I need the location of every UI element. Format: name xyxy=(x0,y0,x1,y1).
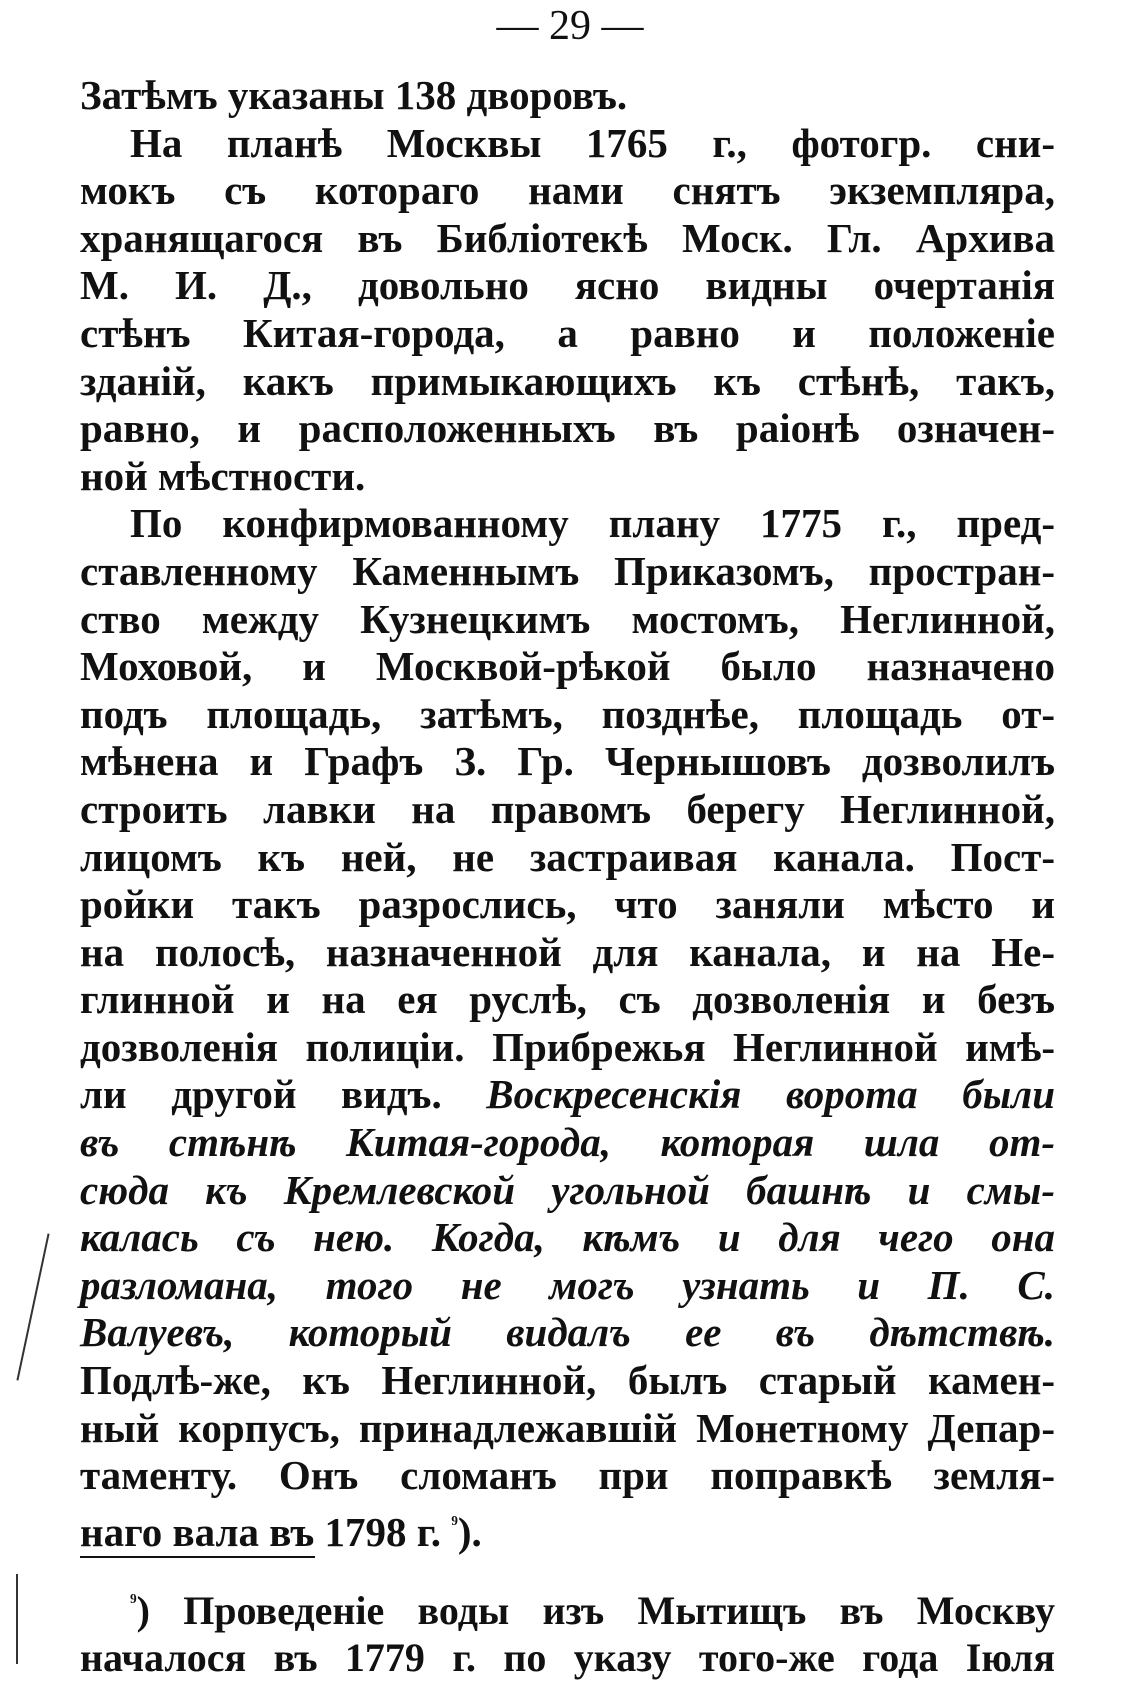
text-line: сюда къ Кремлевской угольной башнѣ и смы- xyxy=(80,1166,1055,1213)
text-line: По конфирмованному плану 1775 г., пред- xyxy=(130,500,1055,547)
text-line: Моховой, и Москвой-рѣкой было назначено xyxy=(80,643,1055,690)
margin-mark xyxy=(16,1233,49,1380)
text-segment: наго вала въ 1798 г. xyxy=(80,1508,452,1555)
text-line: Подлѣ-же, къ Неглинной, былъ старый камен- xyxy=(80,1357,1055,1404)
text-line: мѣнена и Графъ З. Гр. Чернышовъ дозволилъ xyxy=(80,738,1055,785)
text-line: стѣнъ Китая-города, а равно и положеніе xyxy=(80,309,1055,356)
footnote-line: началося въ 1779 г. по указу того-же года Іюля xyxy=(80,1635,1055,1680)
text-line: зданій, какъ примыкающихъ къ стѣнѣ, такъ, xyxy=(80,357,1055,404)
text-line: таменту. Онъ сломанъ при поправкѣ земля- xyxy=(80,1452,1055,1499)
text-line: М. И. Д., довольно ясно видны очертанія xyxy=(80,262,1055,309)
text-line: ройки такъ разрослись, что заняли мѣсто и xyxy=(80,881,1055,928)
footnote xyxy=(80,1578,1055,1681)
text-line: ство между Кузнецкимъ мостомъ, Неглинной, xyxy=(80,595,1055,642)
footnote-marker: ⁹ xyxy=(130,1589,137,1614)
text-line: глинной и на ея руслѣ, съ дозволенія и безъ xyxy=(80,976,1055,1023)
text-line: дозволенія полиціи. Прибрежья Неглинной имѣ- xyxy=(80,1023,1055,1070)
footnote-line xyxy=(80,1578,1055,1634)
text-line: разломана, того не могъ узнать и П. С. xyxy=(80,1261,1055,1308)
text-line: калась съ нею. Когда, кѣмъ и для чего она xyxy=(80,1214,1055,1261)
text-line: Затѣмъ указаны 138 дворовъ. xyxy=(80,72,628,118)
text-segment: ли другой видъ. xyxy=(80,1071,487,1118)
text-line: ный корпусъ, принадлежавшій Монетному Депар- xyxy=(80,1404,1055,1451)
text-line: подъ площадь, затѣмъ, позднѣе, площадь от- xyxy=(80,690,1055,737)
text-line: хранящагося въ Библіотекѣ Моск. Гл. Архива xyxy=(80,214,1055,261)
text-line: равно, и расположенныхъ въ раіонѣ означен- xyxy=(80,405,1055,452)
body-text xyxy=(80,72,1055,1556)
text-line: мокъ съ котораго нами снятъ экземпляра, xyxy=(80,167,1055,214)
text-line: въ стѣнѣ Китая-города, которая шла от- xyxy=(80,1119,1055,1166)
text-line: на полосѣ, назначенной для канала, и на Не- xyxy=(80,928,1055,975)
footnote-divider xyxy=(80,1556,315,1558)
text-line xyxy=(80,1500,1055,1557)
text-line: Валуевъ, который видалъ ее въ дѣтствѣ. xyxy=(80,1309,1055,1356)
text-line: ставленному Каменнымъ Приказомъ, простран- xyxy=(80,547,1055,594)
text-line: ной мѣстности. xyxy=(80,452,366,499)
text-line: строить лавки на правомъ берегу Неглинной, xyxy=(80,785,1055,832)
footnote-text: ) Проведеніе воды изъ Мытищъ въ Москву xyxy=(136,1588,1055,1633)
italic-segment: Воскресенскія ворота были xyxy=(486,1071,1055,1118)
footnote-reference: ⁹ xyxy=(451,1510,458,1536)
text-segment: ). xyxy=(457,1508,482,1555)
page-number: — 29 — xyxy=(496,3,644,49)
text-line: лицомъ къ ней, не застраивая канала. Пост- xyxy=(80,833,1055,880)
margin-mark xyxy=(16,1574,18,1664)
text-line xyxy=(80,1071,1055,1119)
text-line: На планѣ Москвы 1765 г., фотогр. сни- xyxy=(130,119,1055,166)
